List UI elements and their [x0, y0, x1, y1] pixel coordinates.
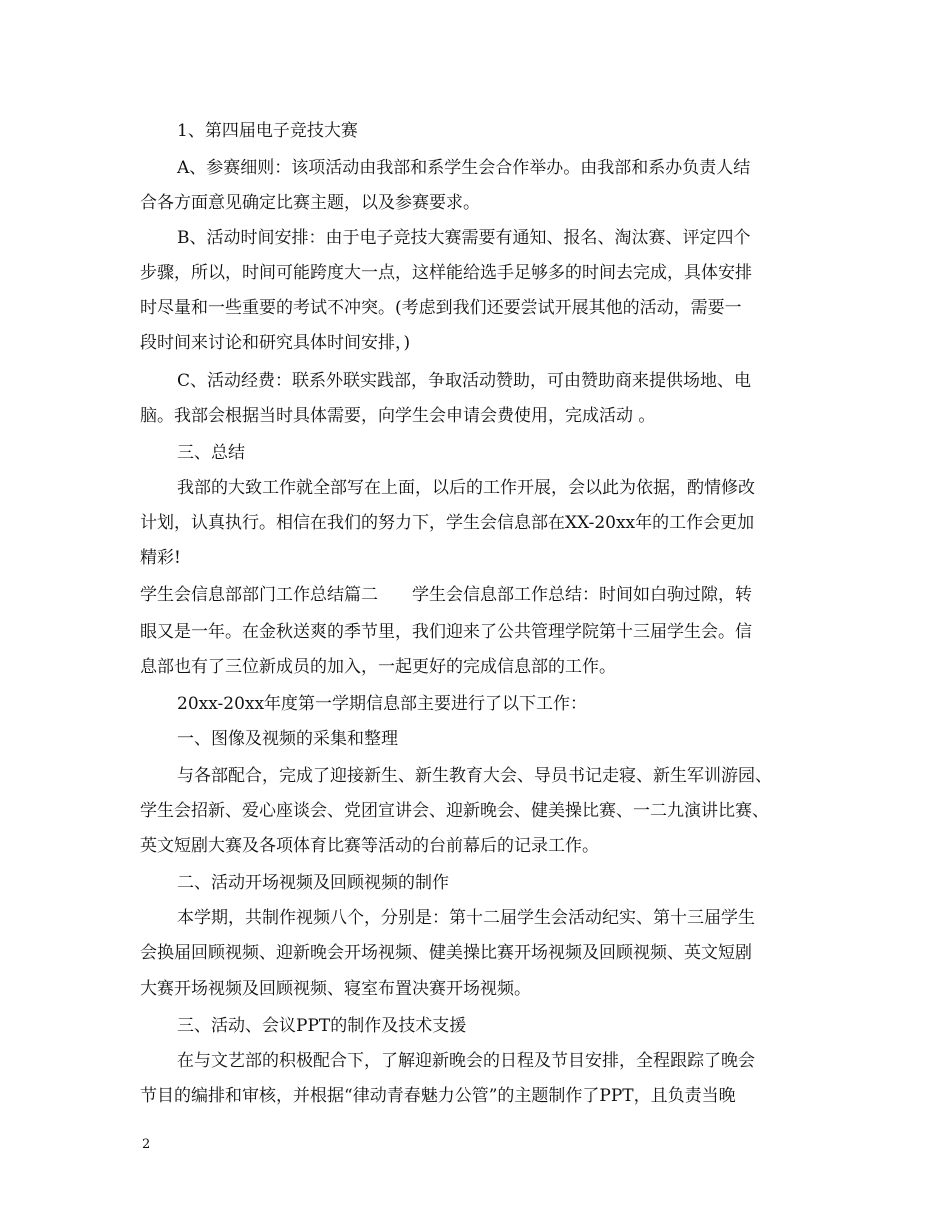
- paragraph-line: 我部的大致工作就全部写在上面，以后的工作开展，会以此为依据，酌情修改: [177, 478, 755, 498]
- paragraph-line: A、参赛细则：该项活动由我部和系学生会合作举办。由我部和系办负责人结: [177, 158, 751, 178]
- paragraph-line: C、活动经费：联系外联实践部，争取活动赞助，可由赞助商来提供场地、电: [177, 371, 752, 391]
- paragraph-line: 时尽量和一些重要的考试不冲突。(考虑到我们还要尝试开展其他的活动，需要一: [140, 298, 742, 318]
- section-title-part-two: 学生会信息部部门工作总结篇二 学生会信息部工作总结：时间如白驹过隙，转: [140, 585, 752, 605]
- paragraph-line: 脑。我部会根据当时具体需要，向学生会申请会费使用，完成活动 。: [140, 406, 656, 426]
- page-number: 2: [142, 1137, 151, 1152]
- section-heading-video-production: 二、活动开场视频及回顾视频的制作: [177, 873, 449, 893]
- paragraph-line: 步骤，所以，时间可能跨度大一点，这样能给选手足够多的时间去完成，具体安排: [140, 263, 752, 283]
- paragraph-line: B、活动时间安排：由于电子竞技大赛需要有通知、报名、淘汰赛、评定四个: [177, 228, 751, 248]
- section-heading-images-video: 一、图像及视频的采集和整理: [177, 729, 398, 749]
- paragraph-line: 会换届回顾视频、迎新晚会开场视频、健美操比赛开场视频及回顾视频、英文短剧: [140, 943, 752, 963]
- section-heading-ppt-support: 三、活动、会议PPT的制作及技术支援: [177, 1016, 467, 1036]
- paragraph-line: 与各部配合，完成了迎接新生、新生教育大会、导员书记走寝、新生军训游园、: [177, 766, 772, 786]
- paragraph-line: 20xx-20xx年度第一学期信息部主要进行了以下工作：: [177, 694, 588, 714]
- paragraph-line: 息部也有了三位新成员的加入，一起更好的完成信息部的工作。: [140, 657, 616, 677]
- paragraph-line: 节目的编排和审核，并根据“律动青春魅力公管”的主题制作了PPT，且负责当晚: [140, 1086, 736, 1106]
- paragraph-line: 段时间来讨论和研究具体时间安排，): [140, 333, 411, 353]
- paragraph-line: 学生会招新、爱心座谈会、党团宣讲会、迎新晚会、健美操比赛、一二九演讲比赛、: [140, 801, 769, 821]
- section-heading-esports: 1、第四届电子竞技大赛: [177, 121, 358, 141]
- paragraph-line: 计划，认真执行。相信在我们的努力下，学生会信息部在XX-20xx年的工作会更加: [140, 513, 755, 533]
- paragraph-line: 大赛开场视频及回顾视频、寝室布置决赛开场视频。: [140, 979, 531, 999]
- paragraph-line: 英文短剧大赛及各项体育比赛等活动的台前幕后的记录工作。: [140, 836, 599, 856]
- paragraph-line: 精彩!: [140, 548, 181, 568]
- paragraph-line: 本学期，共制作视频八个，分别是：第十二届学生会活动纪实、第十三届学生: [177, 908, 755, 928]
- paragraph-line: 在与文艺部的积极配合下，了解迎新晚会的日程及节目安排，全程跟踪了晚会: [177, 1051, 755, 1071]
- paragraph-line: 眼又是一年。在金秋送爽的季节里，我们迎来了公共管理学院第十三届学生会。信: [140, 622, 752, 642]
- paragraph-line: 合各方面意见确定比赛主题，以及参赛要求。: [140, 193, 480, 213]
- section-heading-summary: 三、总结: [177, 443, 245, 463]
